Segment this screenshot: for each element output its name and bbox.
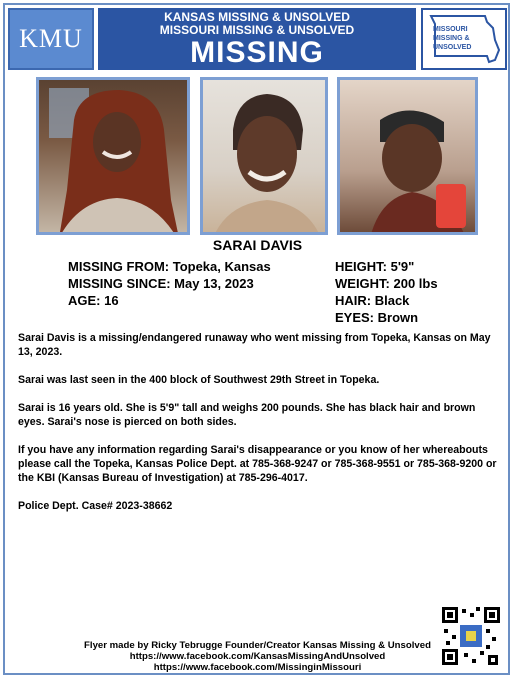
missing-banner [98,8,416,70]
description-paragraph-3: Sarai is 16 years old. She is 5'9" tall and weighs 200 pounds. She has black hair and brown eyes. Sarai's nose is pierced on both sides. [18,402,476,428]
details-right [335,258,438,326]
photo-3 [337,77,478,235]
description-paragraph-4: If you have any information regarding Sarai's disappearance or you know of her whereabouts please call the Topeka, Kansas Police Dept. at 785-368-9247 or 785-368-9551 or 785-368-9200 or the KBI (Kansas Bureau of Investigation) at 785-296-4017. [18,444,497,484]
description [18,331,500,527]
qr-code-icon[interactable] [440,605,502,667]
flyer-footer [0,640,515,673]
banner-line-kansas: KANSAS MISSING & UNSOLVED [164,10,350,24]
footer-link-kansas[interactable]: https://www.facebook.com/KansasMissingAndUnsolved [129,651,386,662]
description-paragraph-2: Sarai was last seen in the 400 block of Southwest 29th Street in Topeka. [18,374,380,386]
eyes: EYES: Brown [335,310,419,325]
footer-link-missouri[interactable]: https://www.facebook.com/MissinginMissouri [153,662,362,673]
flyer-header [8,8,507,70]
missouri-logo-line2: MISSING & [433,35,470,42]
description-paragraph-1: Sarai Davis is a missing/endangered runaway who went missing from Topeka, Kansas on May 13, 2023. [18,332,491,358]
banner-title-missing: MISSING [190,36,324,69]
photo-row [36,77,478,235]
missouri-logo-line1: MISSOURI [433,26,468,33]
missing-person-name: SARAI DAVIS [212,237,303,253]
photo-1 [36,77,190,235]
missouri-logo-line3: UNSOLVED [433,44,472,51]
banner-line-missouri: MISSOURI MISSING & UNSOLVED [159,23,355,37]
details-left [68,258,271,309]
photo-2 [200,77,328,235]
age: AGE: 16 [68,293,119,308]
kmu-logo [8,8,94,70]
missing-from: MISSING FROM: Topeka, Kansas [68,259,271,274]
missing-since: MISSING SINCE: May 13, 2023 [68,276,254,291]
kmu-logo-text: KMU [19,24,83,53]
case-number: Police Dept. Case# 2023-38662 [18,500,173,512]
hair: HAIR: Black [335,293,410,308]
weight: WEIGHT: 200 lbs [335,276,438,291]
missouri-logo-text [433,25,471,52]
footer-credit: Flyer made by Ricky Tebrugge Founder/Creator Kansas Missing & Unsolved [84,640,431,651]
missouri-logo [421,8,507,70]
height: HEIGHT: 5'9" [335,259,415,274]
